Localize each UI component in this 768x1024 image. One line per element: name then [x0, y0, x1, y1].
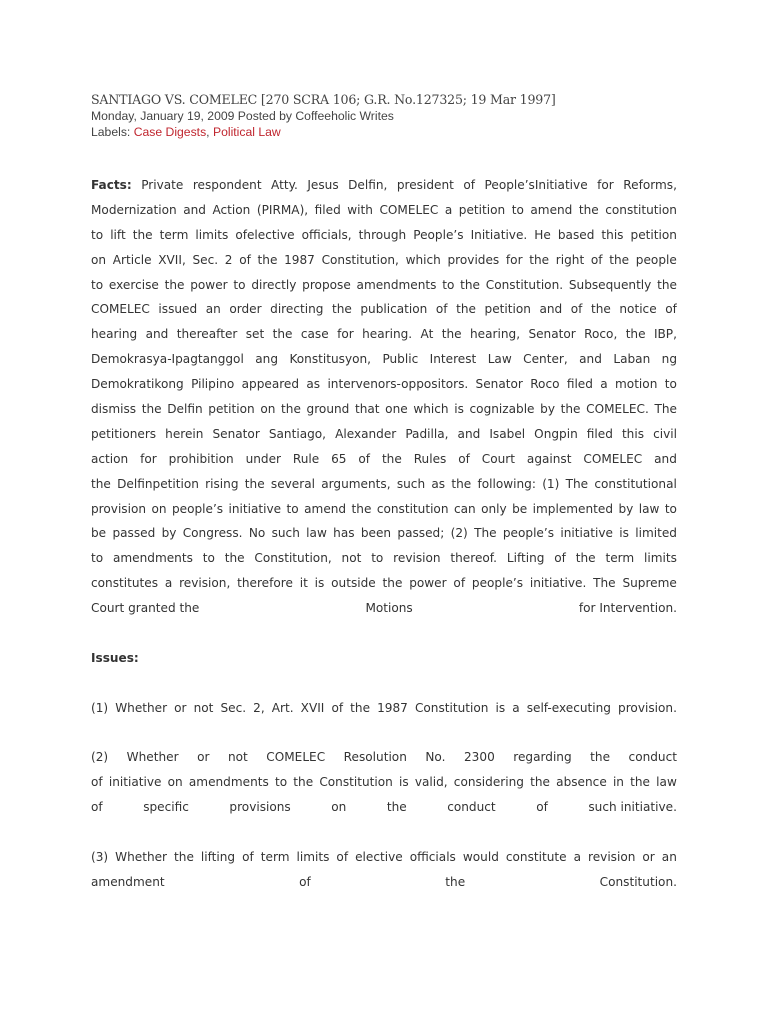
issue-3-line: amendment of the Constitution.: [91, 874, 677, 889]
post-meta: Monday, January 19, 2009 Posted by Coffeeholic Writes: [91, 109, 394, 123]
facts-line: Facts: Private respondent Atty. Jesus Delfin, president of People’sInitiative for Reforms,: [91, 173, 677, 198]
facts-line: action for prohibition under Rule 65 of the Rules of Court against COMELEC and: [91, 451, 677, 466]
labels-prefix: Labels:: [91, 125, 134, 139]
facts-line: Modernization and Action (PIRMA), filed with COMELEC a petition to amend the constitution: [91, 202, 677, 217]
issue-3-line: (3) Whether the lifting of term limits of elective officials would constitute a revision or an: [91, 850, 677, 865]
facts-line: constitutes a revision, therefore it is outside the power of people’s initiative. The Supreme: [91, 576, 677, 591]
label-link-political-law[interactable]: Political Law: [212, 125, 281, 139]
document-title: SANTIAGO VS. COMELEC [270 SCRA 106; G.R. No.127325; 19 Mar 1997]: [91, 92, 556, 107]
issue-2-line: of specific provisions on the conduct of such initiative.: [91, 800, 677, 815]
facts-line: Demokrasya-Ipagtanggol ang Konstitusyon, Public Interest Law Center, and Laban ng: [91, 352, 677, 367]
issue-2-line: (2) Whether or not COMELEC Resolution No. 2300 regarding the conduct: [91, 750, 677, 765]
facts-line: to exercise the power to directly propose amendments to the Constitution. Subsequently the: [91, 277, 677, 292]
facts-line: be passed by Congress. No such law has been passed; (2) The people’s initiative is limited: [91, 526, 677, 541]
facts-line: dismiss the Delfin petition on the ground that one which is cognizable by the COMELEC. The: [91, 402, 677, 417]
facts-line: petitioners herein Senator Santiago, Alexander Padilla, and Isabel Ongpin filed this civil: [91, 426, 677, 441]
facts-line: COMELEC issued an order directing the publication of the petition and of the notice of: [91, 302, 677, 317]
label-link-case-digests[interactable]: Case Digests: [133, 125, 207, 139]
facts-line: to amendments to the Constitution, not to revision thereof. Lifting of the term limits: [91, 551, 677, 566]
facts-heading: Facts:: [91, 178, 132, 192]
facts-last-line: Court granted the Motions for Intervention.: [91, 601, 677, 616]
facts-section: [91, 173, 677, 895]
labels-separator: ,: [206, 125, 213, 139]
facts-line: hearing and thereafter set the case for hearing. At the hearing, Senator Roco, the IBP,: [91, 327, 677, 342]
facts-line: Demokratikong Pilipino appeared as intervenors-oppositors. Senator Roco filed a motion to: [91, 377, 677, 392]
document-page: [91, 92, 677, 895]
facts-line: provision on people’s initiative to amend the constitution can only be implemented by law to: [91, 501, 677, 516]
issues-heading: Issues:: [91, 650, 139, 665]
facts-line: on Article XVII, Sec. 2 of the 1987 Constitution, which provides for the right of the people: [91, 252, 677, 267]
issue-1: (1) Whether or not Sec. 2, Art. XVII of the 1987 Constitution is a self-executing provision.: [91, 700, 677, 715]
facts-line: to lift the term limits ofelective officials, through People’s Initiative. He based this petition: [91, 227, 677, 242]
post-labels: [91, 124, 677, 140]
facts-line: the Delfinpetition rising the several arguments, such as the following: (1) The constitutional: [91, 476, 677, 491]
issue-2-line: of initiative on amendments to the Constitution is valid, considering the absence in the law: [91, 775, 677, 790]
